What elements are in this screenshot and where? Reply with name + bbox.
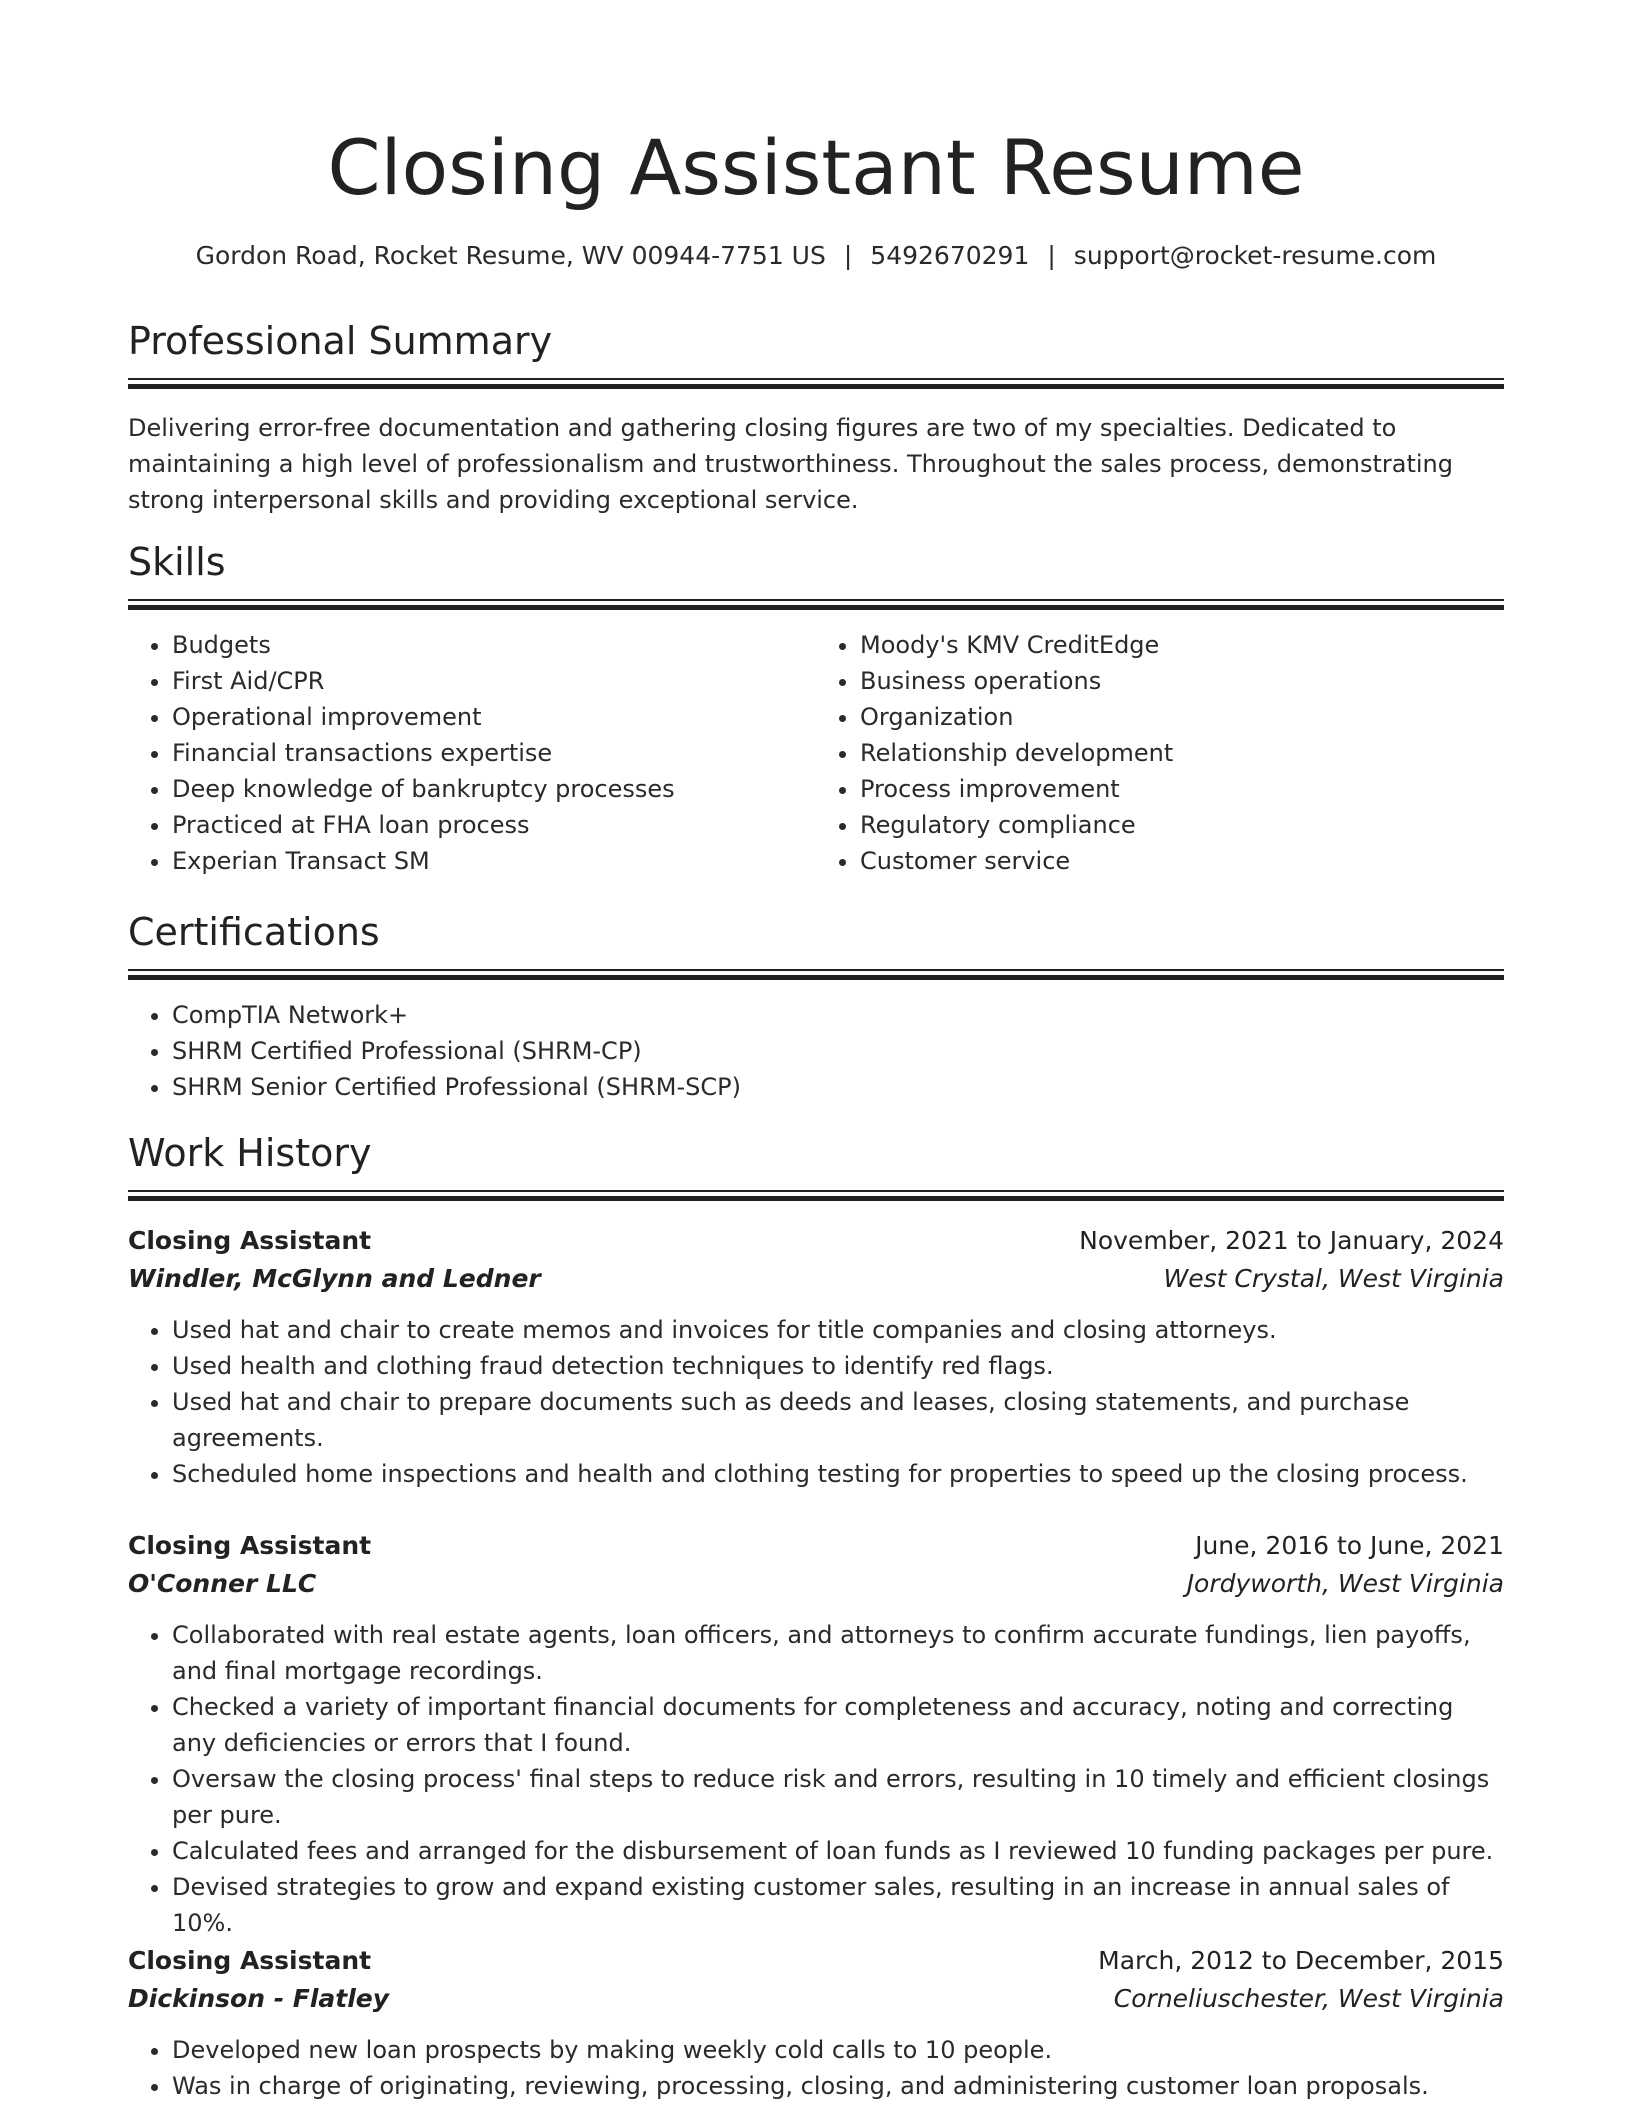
job-entry (128, 1527, 1504, 1941)
contact-phone: 5492670291 (870, 241, 1030, 270)
skill-item: • Budgets (172, 627, 816, 663)
job-bullet: • Checked a variety of important financial documents for completeness and accuracy, noting and correcting any deficiencies or errors that I found. (172, 1689, 1504, 1761)
skill-item: • Relationship development (860, 735, 1504, 771)
section-divider (128, 599, 1504, 609)
skill-item: • Practiced at FHA loan process (172, 807, 816, 843)
job-bullet: • Was in charge of originating, reviewing, processing, closing, and administering customer loan proposals. (172, 2068, 1504, 2104)
skill-item: • First Aid/CPR (172, 663, 816, 699)
job-dates: March, 2012 to December, 2015 (1098, 1946, 1504, 1975)
section-divider (128, 969, 1504, 979)
skills-list-left (128, 627, 816, 879)
job-company: O'Conner LLC (128, 1569, 317, 1598)
certifications-heading: Certifications (128, 910, 380, 954)
certification-item: • SHRM Certified Professional (SHRM-CP) (172, 1033, 1504, 1069)
job-bullet: • Used hat and chair to create memos and invoices for title companies and closing attorneys. (172, 1312, 1504, 1348)
certification-item: • SHRM Senior Certified Professional (SHRM-SCP) (172, 1069, 1504, 1105)
summary-heading: Professional Summary (128, 319, 553, 363)
job-location: Jordyworth, West Virginia (1186, 1569, 1504, 1598)
job-title: Closing Assistant (128, 1226, 372, 1255)
job-bullet: • Oversaw the closing process' final steps to reduce risk and errors, resulting in 10 timely and efficient closings per pure. (172, 1761, 1504, 1833)
job-bullet: • Collaborated with real estate agents, loan officers, and attorneys to confirm accurate fundings, lien payoffs, and final mortgage recordings. (172, 1617, 1504, 1689)
page-title: Closing Assistant Resume (327, 123, 1305, 212)
work-history-heading: Work History (128, 1131, 372, 1175)
job-header (128, 1222, 1504, 1260)
skill-item: • Moody's KMV CreditEdge (860, 627, 1504, 663)
job-header (128, 1527, 1504, 1565)
contact-email[interactable]: support@rocket-resume.com (1073, 241, 1437, 270)
skill-item: • Business operations (860, 663, 1504, 699)
contact-separator: | (843, 241, 853, 270)
contact-separator: | (1047, 241, 1056, 270)
section-divider (128, 1190, 1504, 1200)
job-bullet: • Used health and clothing fraud detection techniques to identify red flags. (172, 1348, 1504, 1384)
job-location: Corneliuschester, West Virginia (1113, 1984, 1504, 2013)
job-subheader (128, 1260, 1504, 1298)
contact-address: Gordon Road, Rocket Resume, WV 00944-7751 US (195, 241, 826, 270)
job-bullets (128, 1617, 1504, 1941)
section-divider (128, 378, 1504, 388)
job-entry (128, 1222, 1504, 1492)
job-header (128, 1942, 1504, 1980)
job-bullets (128, 1312, 1504, 1492)
job-title: Closing Assistant (128, 1946, 372, 1975)
job-dates: June, 2016 to June, 2021 (1195, 1531, 1504, 1560)
certifications-section (128, 907, 1504, 1105)
skill-item: • Operational improvement (172, 699, 816, 735)
certification-item: • CompTIA Network+ (172, 997, 1504, 1033)
certifications-list (128, 997, 1504, 1105)
job-company: Dickinson - Flatley (128, 1984, 390, 2013)
summary-text: Delivering error-free documentation and gathering closing figures are two of my specialties. Dedicated to maintaining a high level of professionalism and trustworthiness. Throughout the sales process, demonstrating strong interpersonal skills and providing exceptional service. (128, 414, 1453, 514)
summary-section (128, 316, 1504, 518)
job-bullet: • Devised strategies to grow and expand existing customer sales, resulting in an increase in annual sales of 10%. (172, 1869, 1504, 1941)
skills-section (128, 537, 1504, 879)
job-bullet: • Developed new loan prospects by making weekly cold calls to 10 people. (172, 2032, 1504, 2068)
skill-item: • Process improvement (860, 771, 1504, 807)
job-subheader (128, 1980, 1504, 2018)
job-bullet: • Calculated fees and arranged for the disbursement of loan funds as I reviewed 10 funding packages per pure. (172, 1833, 1504, 1869)
skill-item: • Deep knowledge of bankruptcy processes (172, 771, 816, 807)
skill-item: • Customer service (860, 843, 1504, 879)
skill-item: • Organization (860, 699, 1504, 735)
job-subheader (128, 1565, 1504, 1603)
skill-item: • Financial transactions expertise (172, 735, 816, 771)
job-dates: November, 2021 to January, 2024 (1079, 1226, 1504, 1255)
skills-list-right (816, 627, 1504, 879)
job-bullet: • Scheduled home inspections and health and clothing testing for properties to speed up the closing process. (172, 1456, 1504, 1492)
job-location: West Crystal, West Virginia (1163, 1264, 1504, 1293)
job-entry (128, 1942, 1504, 2104)
job-company: Windler, McGlynn and Ledner (128, 1264, 541, 1293)
contact-line (128, 238, 1504, 274)
job-bullet: • Used hat and chair to prepare documents such as deeds and leases, closing statements, and purchase agreements. (172, 1384, 1504, 1456)
skills-heading: Skills (128, 540, 226, 584)
skill-item: • Regulatory compliance (860, 807, 1504, 843)
skill-item: • Experian Transact SM (172, 843, 816, 879)
work-history-section (128, 1128, 1504, 1200)
skills-columns (128, 609, 1504, 879)
job-title: Closing Assistant (128, 1531, 372, 1560)
job-bullets (128, 2032, 1504, 2104)
